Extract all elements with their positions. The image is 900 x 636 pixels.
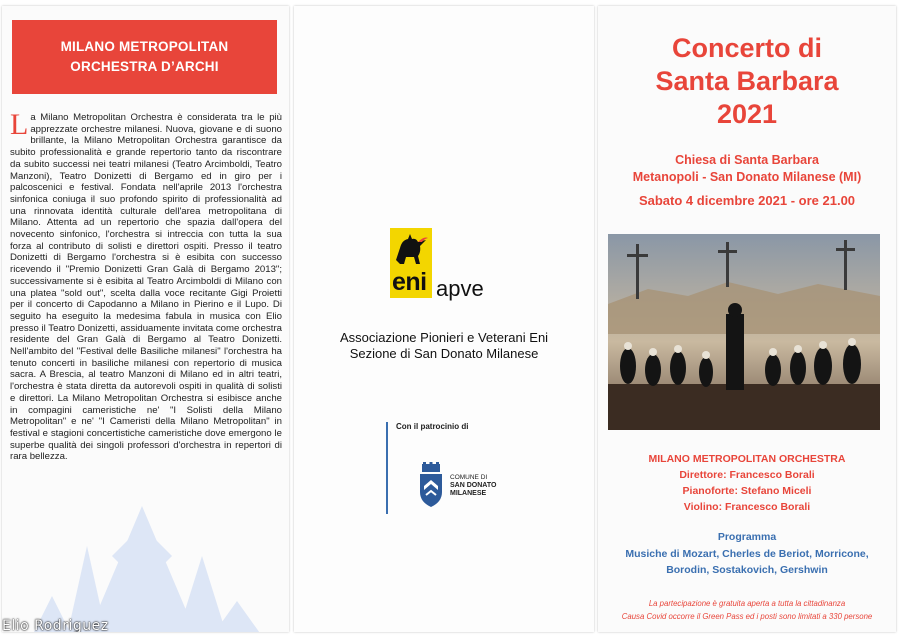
title-line-1: Concerto di	[671, 33, 822, 63]
violin-credit: Violino: Francesco Borali	[683, 501, 811, 513]
comune-line-3: MILANESE	[450, 490, 487, 497]
title-year: 2021	[716, 99, 778, 129]
comune-crest-icon	[418, 462, 444, 508]
comune-line-2: SAN DONATO	[450, 482, 497, 489]
comune-line-1: COMUNE DI	[450, 474, 488, 481]
eni-wordmark: eni	[392, 268, 427, 296]
header-line-1: MILANO METROPOLITAN	[60, 39, 229, 54]
program-line-1: Musiche di Mozart, Cherles de Beriot, Morricone,	[625, 548, 869, 560]
director-credit: Direttore: Francesco Borali	[679, 469, 815, 481]
venue-location: Metanopoli - San Donato Milanese (MI)	[632, 170, 862, 184]
apve-wordmark: apve	[436, 276, 484, 301]
right-panel	[598, 6, 896, 632]
middle-panel	[294, 6, 594, 632]
piano-credit: Pianoforte: Stefano Miceli	[682, 485, 812, 497]
header-line-2: ORCHESTRA D’ARCHI	[70, 59, 219, 74]
orchestra-header	[12, 20, 277, 94]
patronage-label: Con il patrocinio di	[396, 422, 469, 431]
dog-icon	[390, 230, 432, 270]
association-section: Sezione di San Donato Milanese	[349, 346, 539, 361]
covid-note: Causa Covid occorre il Green Pass ed i posti sono limitati a 330 persone	[621, 612, 873, 621]
association-name: Associazione Pionieri e Veterani Eni	[339, 330, 549, 345]
concert-date: Sabato 4 dicembre 2021 - ore 21.00	[638, 193, 856, 208]
participation-note: La partecipazione è gratuita aperta a tutta la cittadinanza	[648, 599, 846, 608]
patronage-block	[386, 422, 506, 514]
program-title: Programma	[717, 531, 777, 543]
program-line-2: Borodin, Sostakovich, Gershwin	[666, 564, 828, 576]
orchestra-name: MILANO METROPOLITAN ORCHESTRA	[648, 453, 846, 465]
bio-dropcap: L	[10, 108, 29, 141]
orchestra-photo	[608, 234, 880, 430]
bio-text: a Milano Metropolitan Orchestra è considerata tra le più apprezzate orchestre milanesi. Nuova, giovane e di suono brillante, la Milano Metropolitan Orchestra garantisce da subito professionalità e grande repertorio tanto da riscontrare da subito successi nei teatri milanesi (Teatro Arcimboldi, Teatro Manzoni), Teatro Donizetti di Bergamo ed in giro per i palcoscenici e festival. Fondata nell'aprile 2013 l'orchestra sinfonica coniuga il suo profondo spirito di professionalità ad una rinnovata identità culturale dell'area metropolitana di Milano. Attenta ad un repertorio che spazia dall'opera del novecento sinfonico, l'orchestra si intreccia con tutta la sua forza al contributo di solisti e direttori ospiti. Presso il teatro Donizetti di Bergamo l'orchestra si è esibita con successo ricevendo il "Premio Donizetti Gran Galà di Bergamo 2013"; successivamente si è esibita al Teatro Arcimboldi di Milano con una platea "sold out", scelta dalla voce recitante Gigi Proietti per il concerto di Capodanno a Milano in Pierino e il Lupo. Di seguito ha eseguito la medesima fabula in musica con Elio presso il Teatro Donizetti, assiduamente invitata come orchestra residente del Gran Galà di Bergamo al Teatro Donizetti. Nell'ambito del "Festival delle Basiliche milanesi" l'orchestra ha tenuto concerti in basiliche milanesi con repertorio di musica sacra. A Brescia, al teatro Manzoni di Milano ed in altri teatri, l'orchestra è stata diretta da autorevoli ospiti in qualità di solisti e direttori. La Milano Metropolitan Orchestra si esibisce anche in compagini cameristiche ne' "I Solisti della Milano Metropolitan" e ne' "I Cameristi della Milano Metropolitan" in festival e stagioni concertistiche cameristiche dove emergono le superbe qualità dei singoli professori d'orchestra in repertori di rara bellezza.	[10, 112, 282, 463]
snowflake-decoration	[12, 486, 272, 632]
left-panel	[2, 6, 289, 632]
signature: Elio Rodriguez	[2, 618, 109, 632]
eni-apve-logo	[390, 228, 500, 308]
comune-text	[450, 474, 496, 498]
title-line-2: Santa Barbara	[655, 66, 839, 96]
eni-logo-box	[390, 228, 432, 298]
venue-church: Chiesa di Santa Barbara	[675, 153, 819, 167]
orchestra-bio	[10, 108, 282, 463]
